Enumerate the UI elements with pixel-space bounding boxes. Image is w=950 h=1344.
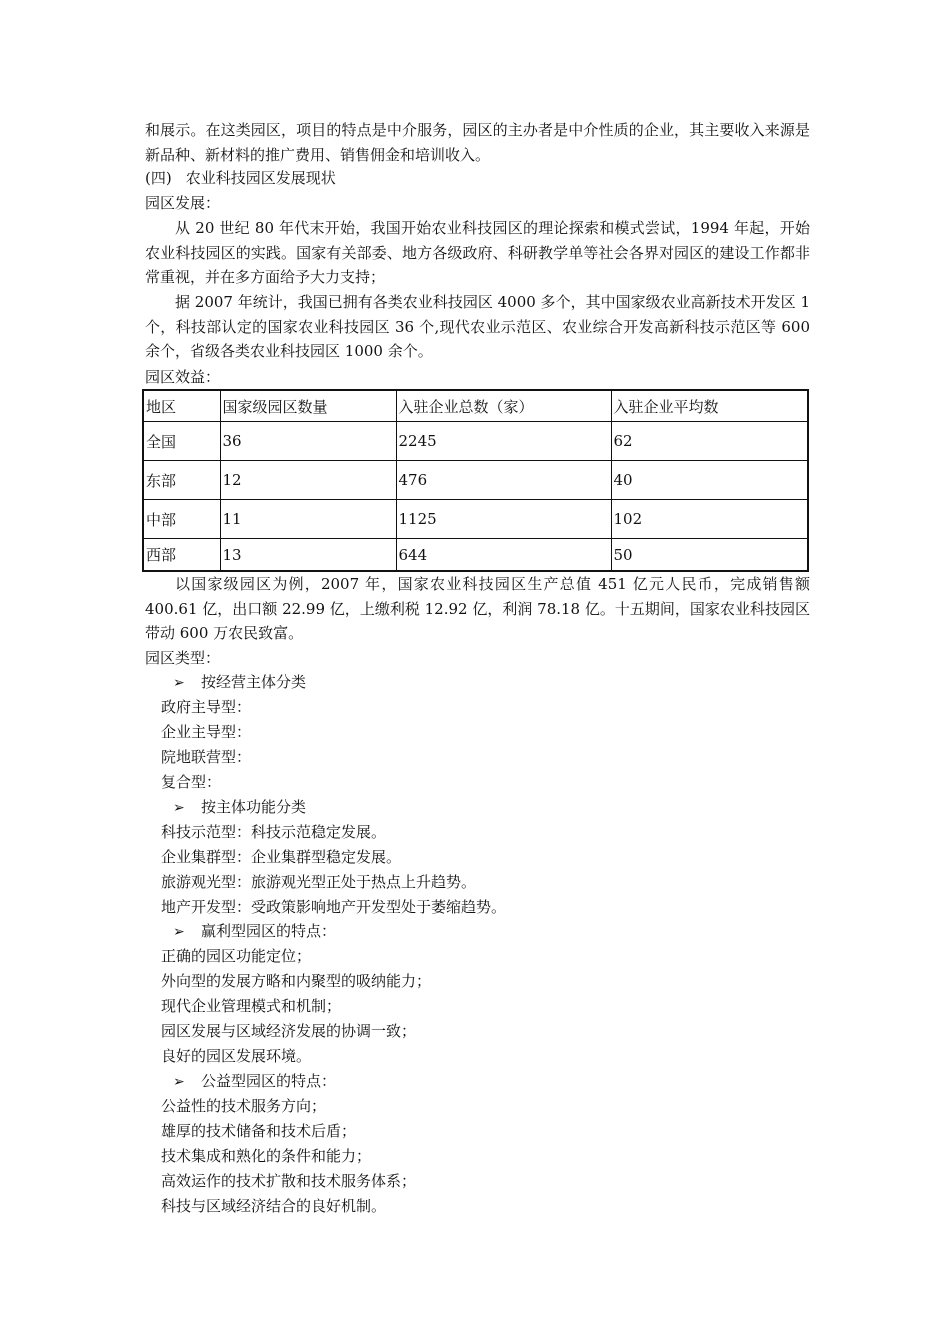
table-header-cell: 入驻企业平均数 [611,390,808,422]
list-item: 高效运作的技术扩散和技术服务体系； [161,1172,417,1190]
types-group-title [173,797,306,818]
group-title-text: 赢利型园区的特点： [201,922,337,940]
list-item: 外向型的发展方略和内聚型的吸纳能力； [161,972,432,990]
table-header-row [143,390,808,422]
list-item: 企业主导型： [161,723,252,741]
types-group-title [173,1071,336,1092]
list-item: 政府主导型： [161,698,252,716]
list-item: 院地联营型： [161,748,252,766]
benefit-heading: 园区效益： [145,368,221,386]
benefit-paragraph: 以国家级园区为例，2007 年，国家农业科技园区生产总值 451 亿元人民币，完成销售额 400.61 亿，出口额 22.99 亿，上缴利税 12.92 亿，利润 78.18 亿。十五期间，国家农业科技园区带动 600 万农民致富。 [145,575,810,642]
types-group-title [173,921,336,942]
table-cell: 644 [396,539,611,572]
group-title-text: 公益型园区的特点： [201,1072,337,1090]
list-item: 正确的园区功能定位； [161,947,312,965]
list-item: 旅游观光型：旅游观光型正处于热点上升趋势。 [161,873,477,891]
list-item: 科技示范型：科技示范稳定发展。 [161,823,387,841]
table-header-cell: 入驻企业总数（家） [396,390,611,422]
table-cell: 62 [611,422,808,461]
list-item: 技术集成和熟化的条件和能力； [161,1147,372,1165]
table-cell: 东部 [143,461,220,500]
table-cell: 11 [220,500,396,539]
table-row [143,422,808,461]
list-item: 地产开发型：受政策影响地产开发型处于萎缩趋势。 [161,898,507,916]
table-row [143,539,808,572]
table-header-cell: 国家级园区数量 [220,390,396,422]
table-row [143,500,808,539]
benefit-table [142,389,809,572]
section-title: 农业科技园区发展现状 [185,169,336,187]
intro-paragraph: 和展示。在这类园区，项目的特点是中介服务，园区的主办者是中介性质的企业，其主要收入来源是新品种、新材料的推广费用、销售佣金和培训收入。 [145,121,810,164]
section-heading [145,168,336,188]
table-cell: 12 [220,461,396,500]
table-row [143,461,808,500]
list-item: 雄厚的技术储备和技术后盾； [161,1122,357,1140]
list-item: 园区发展与区域经济发展的协调一致； [161,1022,417,1040]
group-title-text: 按经营主体分类 [201,673,307,691]
types-group-title [173,672,306,693]
development-paragraph-2: 据 2007 年统计，我国已拥有各类农业科技园区 4000 多个，其中国家级农业高新技术开发区 1 个，科技部认定的国家农业科技园区 36 个,现代农业示范区、农业综合开发高新科技示范区等 600 余个，省级各类农业科技园区 1000 余个。 [145,293,810,360]
table-cell: 40 [611,461,808,500]
table-header-cell: 地区 [143,390,220,422]
table-cell: 13 [220,539,396,572]
table-cell: 50 [611,539,808,572]
development-heading: 园区发展： [145,194,221,212]
development-paragraph-1: 从 20 世纪 80 年代末开始，我国开始农业科技园区的理论探索和模式尝试，1994 年起，开始农业科技园区的实践。国家有关部委、地方各级政府、科研教学单等社会各界对园区的建设工作都非常重视，并在多方面给予大力支持； [145,219,810,286]
arrow-bullet-icon: ➢ [173,800,185,816]
table-cell: 全国 [143,422,220,461]
section-number: (四) [145,169,172,187]
table-cell: 476 [396,461,611,500]
list-item: 企业集群型：企业集群型稳定发展。 [161,848,402,866]
list-item: 良好的园区发展环境。 [161,1047,312,1065]
table-cell: 西部 [143,539,220,572]
arrow-bullet-icon: ➢ [173,924,185,940]
list-item: 公益性的技术服务方向； [161,1097,327,1115]
group-title-text: 按主体功能分类 [201,798,307,816]
table-cell: 36 [220,422,396,461]
list-item: 复合型： [161,773,222,791]
list-item: 现代企业管理模式和机制； [161,997,342,1015]
table-cell: 中部 [143,500,220,539]
arrow-bullet-icon: ➢ [173,675,185,691]
table-cell: 2245 [396,422,611,461]
list-item: 科技与区域经济结合的良好机制。 [161,1197,387,1215]
table-cell: 1125 [396,500,611,539]
arrow-bullet-icon: ➢ [173,1074,185,1090]
types-heading: 园区类型： [145,649,221,667]
table-cell: 102 [611,500,808,539]
